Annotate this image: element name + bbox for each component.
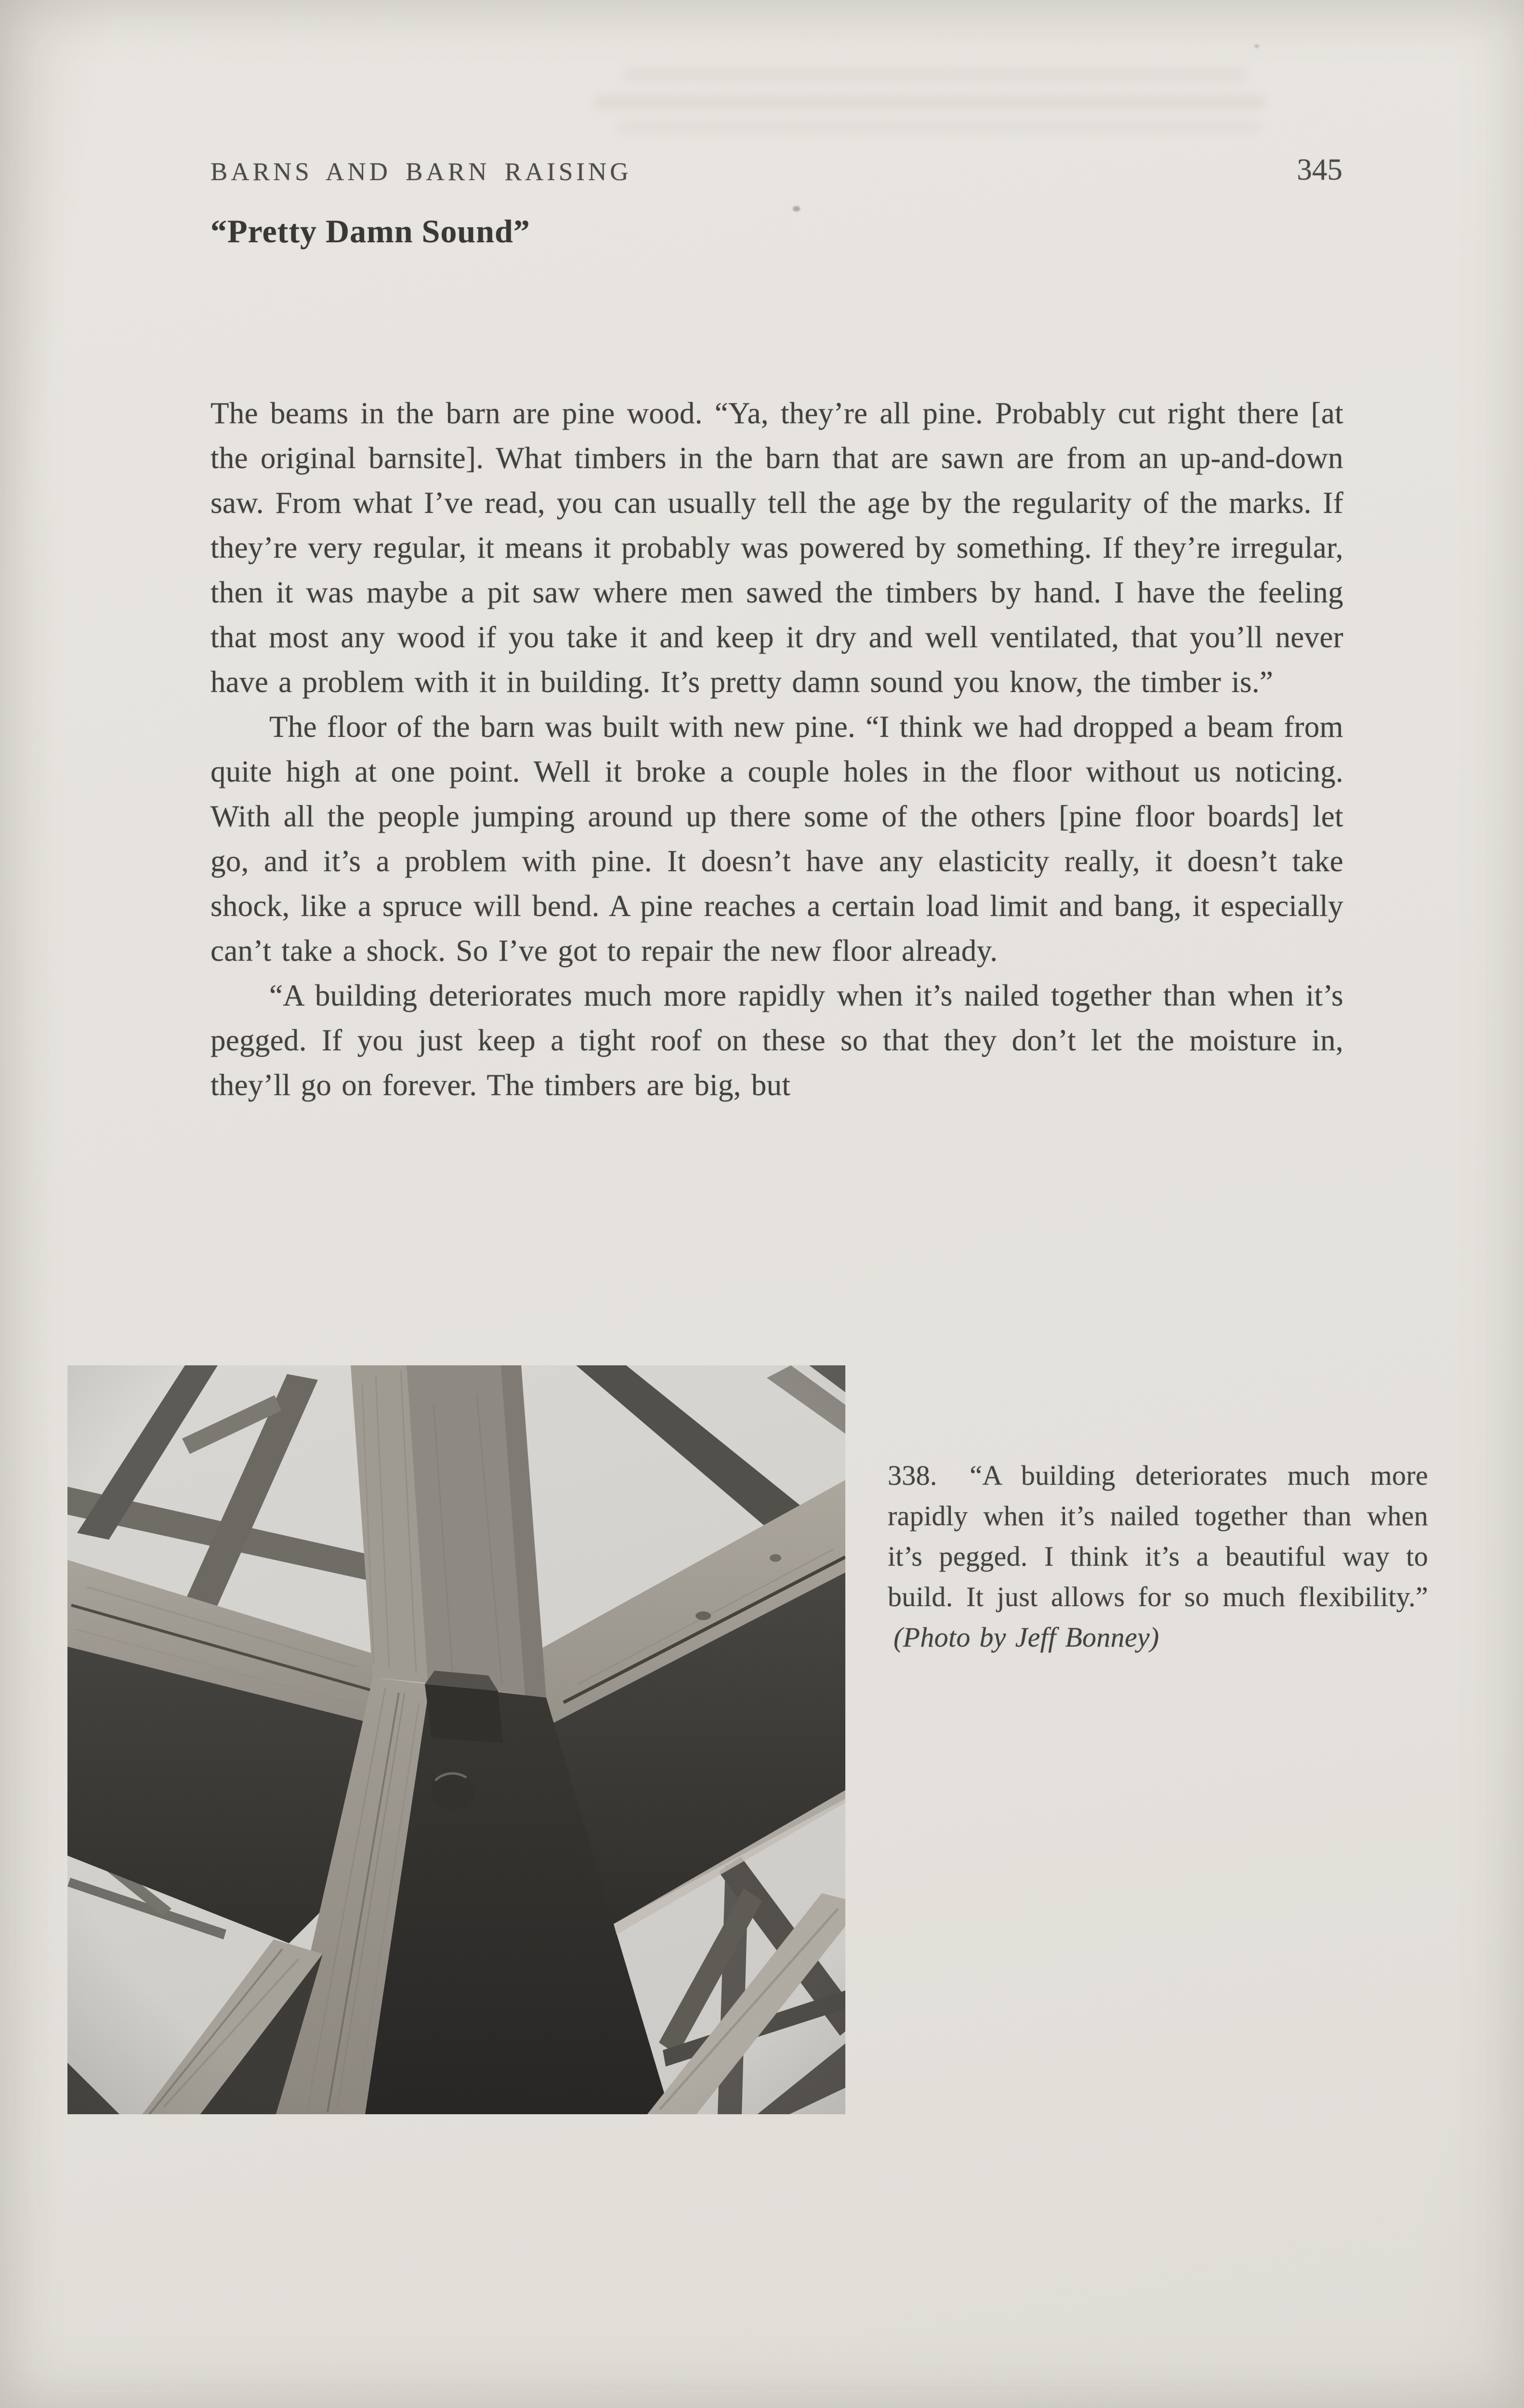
paragraph-3: “A building deteriorates much more rapidly when it’s nailed together than when it’s pegged. If you just keep a tight roof on these so that they don’t let the moisture in, they’ll go on forever. The timbers are big, but [210,979,1343,1102]
page-number: 345 [1297,153,1342,186]
paragraph-2: The floor of the barn was built with new pine. “I think we had dropped a beam from quite high at one point. Well it broke a couple holes in the floor without us noticing. With all the people jumping around up there some of the others [pine floor boards] let go, and it’s a problem with pine. It doesn’t have any elasticity really, it doesn’t take shock, like a spruce will bend. A pine reaches a certain load limit and bang, it especially can’t take a shock. So I’ve got to repair the new floor already. [210,710,1343,968]
bleed-through-ghost [617,121,1261,133]
running-head: BARNS AND BARN RAISING [210,158,632,186]
paragraph-1: The beams in the barn are pine wood. “Ya, they’re all pine. Probably cut right there [at the original barnsite]. What timbers in the barn that are sawn are from an up-and-down saw. From what I’ve read, you can usually tell the age by the regularity of the marks. If they’re very regular, it means it probably was powered by something. If they’re irregular, then it was maybe a pit saw where men sawed the timbers by hand. I have the feeling that most any wood if you take it and keep it dry and well ventilated, that you’ll never have a problem with it in building. It’s pretty damn sound you know, the timber is.” [210,396,1343,699]
body-text [210,391,1343,1108]
figure-caption-credit: (Photo by Jeff Bonney) [893,1622,1159,1653]
figure-number: 338. [888,1460,937,1491]
paper-fleck [1254,44,1259,48]
figure-caption-quote: “A building deteriorates much more rapidly when it’s nailed together than when it’s pegged. I think it’s a beautiful way to build. It just allows for so much flexibility.” [888,1460,1428,1612]
bleed-through-ghost [593,95,1266,108]
figure-338-photo [67,1365,845,2114]
paper-fleck [793,206,800,211]
barn-joint-photo [67,1365,845,2114]
bleed-through-ghost [621,68,1248,81]
figure-caption [888,1455,1428,1658]
section-heading: “Pretty Damn Sound” [210,213,530,249]
